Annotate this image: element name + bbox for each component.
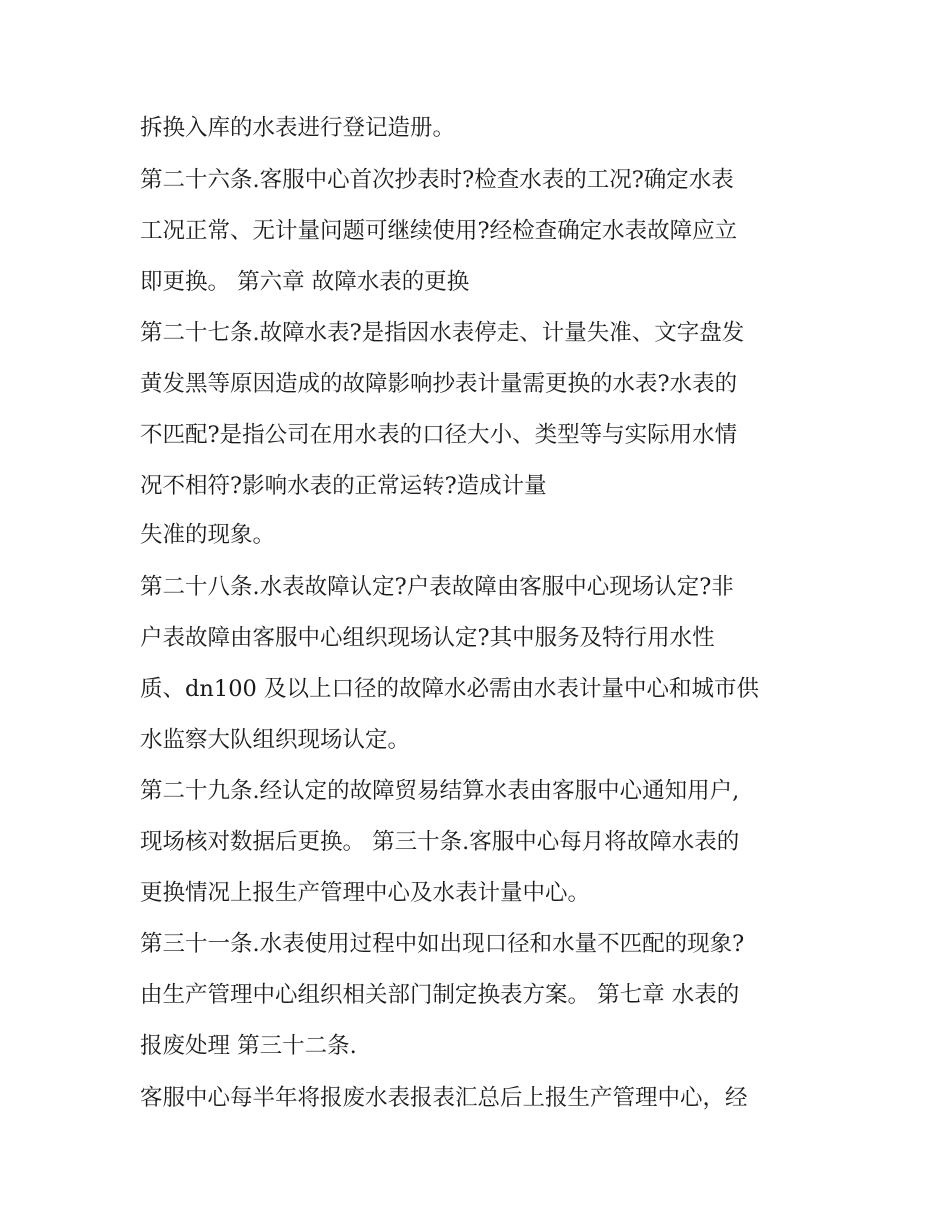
text-line: 黄发黑等原因造成的故障影响抄表计量需更换的水表?水表的 xyxy=(140,371,738,397)
text-line: 客服中心每半年将报废水表报表汇总后上报生产管理中心，经 xyxy=(140,1085,748,1111)
text-line: 工况正常、无计量问题可继续使用?经检查确定水表故障应立 xyxy=(140,218,738,244)
text-line: 质、dn100 及以上口径的故障水必需由水表计量中心和城市供 xyxy=(140,676,759,702)
text-line: 拆换入库的水表进行登记造册。 xyxy=(140,115,456,141)
text-line: 由生产管理中心组织相关部门制定换表方案。 第七章 水表的 xyxy=(140,982,740,1008)
text-line: 失准的现象。 xyxy=(140,522,276,548)
text-line: 第二十六条.客服中心首次抄表时?检查水表的工况?确定水表 xyxy=(140,167,734,193)
text-line: 第三十一条.水表使用过程中如出现口径和水量不匹配的现象? xyxy=(140,931,745,957)
text-line: 更换情况上报生产管理中心及水表计量中心。 xyxy=(140,880,591,906)
text-line: 第二十八条.水表故障认定?户表故障由客服中心现场认定?非 xyxy=(140,574,734,600)
text-line: 第二十九条.经认定的故障贸易结算水表由客服中心通知用户, xyxy=(140,778,740,804)
text-line: 现场核对数据后更换。 第三十条.客服中心每月将故障水表的 xyxy=(140,829,740,855)
text-line: 水监察大队组织现场认定。 xyxy=(140,727,411,753)
text-line: 户表故障由客服中心组织现场认定?其中服务及特行用水性 xyxy=(140,625,715,651)
text-line: 第二十七条.故障水表?是指因水表停走、计量失准、文字盘发 xyxy=(140,320,745,346)
text-line: 况不相符?影响水表的正常运转?造成计量 xyxy=(140,473,547,499)
text-line: 报废处理 第三十二条. xyxy=(140,1033,357,1059)
text-line: 即更换。 第六章 故障水表的更换 xyxy=(140,269,470,295)
text-line: 不匹配?是指公司在用水表的口径大小、类型等与实际用水情 xyxy=(140,422,738,448)
